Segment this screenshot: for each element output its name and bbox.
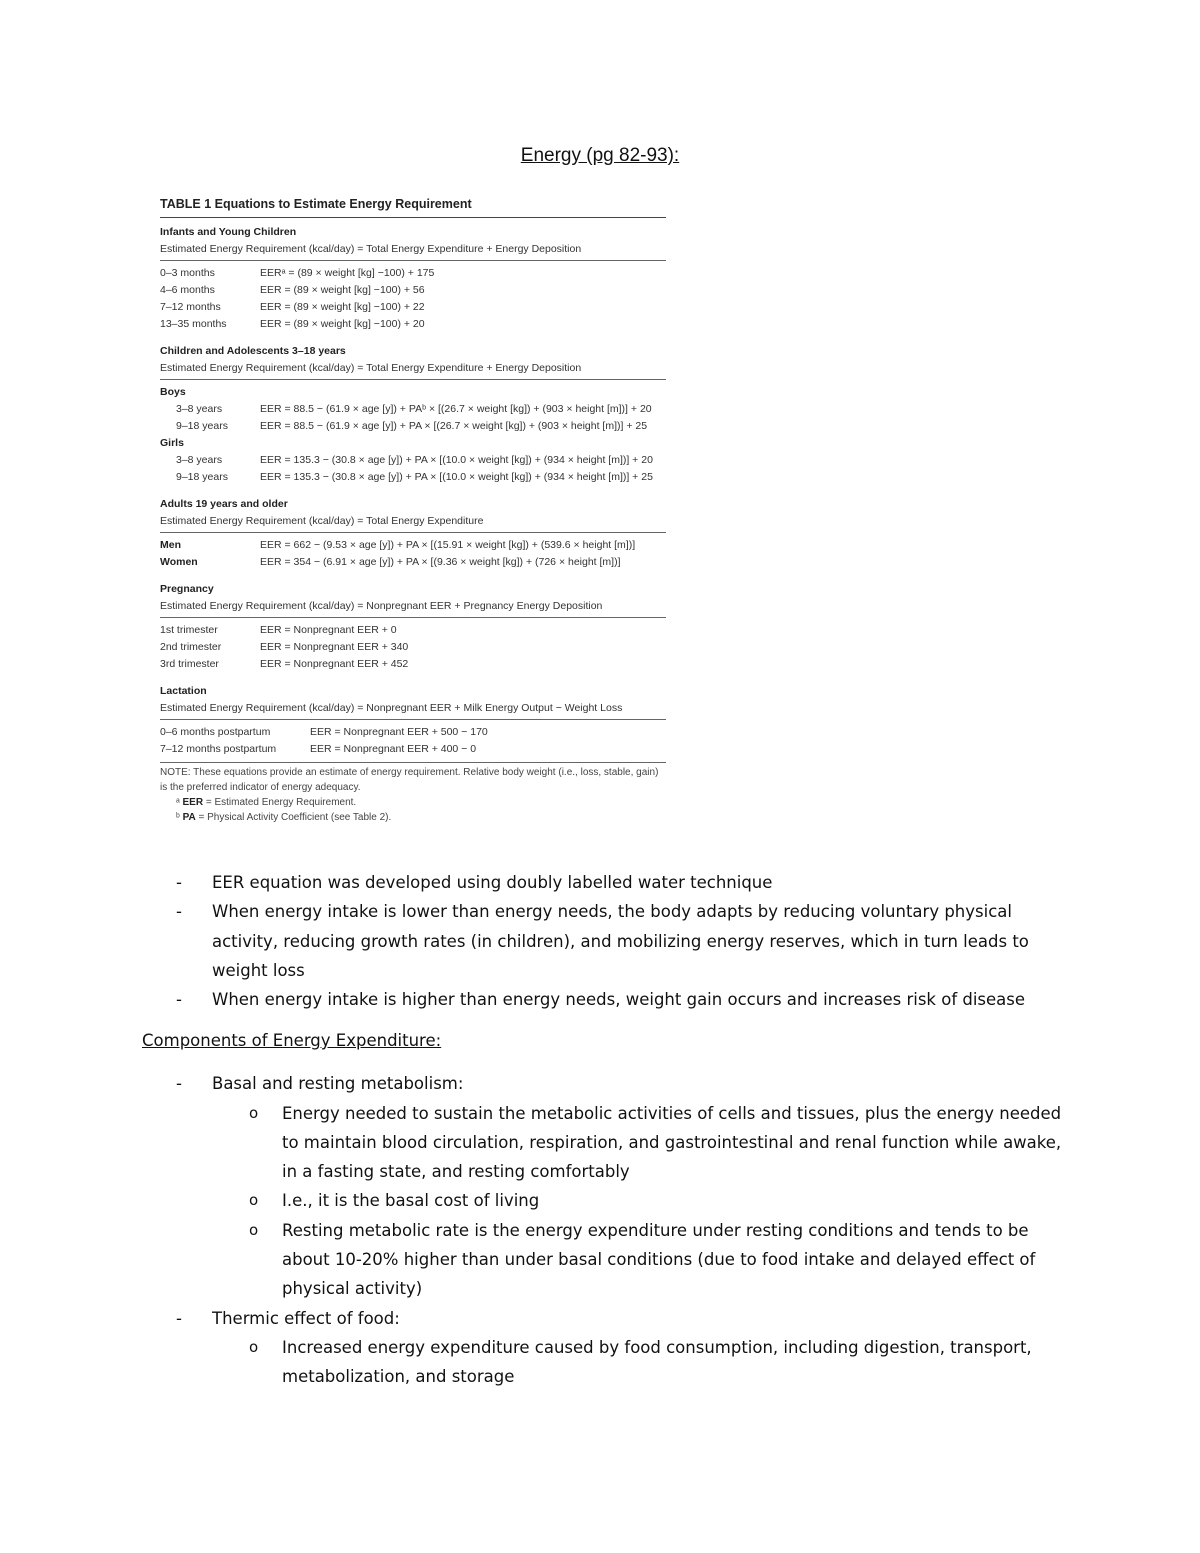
row-equation: EER = 662 − (9.53 × age [y]) + PA × [(15.91 × weight [kg]) + (539.6 × height [m])] (260, 539, 636, 551)
row-equation: EER = Nonpregnant EER + 0 (260, 624, 397, 636)
table-row (160, 265, 666, 282)
row-equation: EER = 88.5 − (61.9 × age [y]) + PAᵇ × [(26.7 × weight [kg]) + (903 × height [m])] + 20 (260, 403, 652, 415)
row-label: 3rd trimester (160, 658, 219, 670)
list-item: - EER equation was developed using doubly labelled water technique (142, 868, 1072, 897)
row-label: Women (160, 556, 198, 568)
component-label: Thermic effect of food: (212, 1308, 400, 1328)
sub-list-item: o Energy needed to sustain the metabolic activities of cells and tissues, plus the energy needed to maintain blood circulation, respiration, and gastrointestinal and renal function while awake, in a fasting state, and resting comfortably (212, 1099, 1072, 1187)
table-row (160, 418, 666, 435)
sub-list (142, 1099, 1072, 1304)
bullet-list (142, 868, 1072, 1014)
row-label: 2nd trimester (160, 641, 222, 653)
table-row (160, 469, 666, 486)
table-row (160, 282, 666, 299)
row-equation: EER = 135.3 − (30.8 × age [y]) + PA × [(10.0 × weight [kg]) + (934 × height [m])] + 20 (260, 454, 653, 466)
footnote-a: ᵃ EER = Estimated Energy Requirement. (176, 797, 357, 808)
row-equation: EER = Nonpregnant EER + 400 − 0 (310, 743, 477, 755)
group-title-girls: Girls (160, 437, 184, 449)
row-equation: EER = (89 × weight [kg] −100) + 20 (260, 318, 425, 330)
row-label: 9–18 years (176, 420, 228, 432)
table-section-pregnancy (160, 581, 666, 673)
row-equation: EER = 135.3 − (30.8 × age [y]) + PA × [(10.0 × weight [kg]) + (934 × height [m])] + 25 (260, 471, 653, 483)
row-label: 1st trimester (160, 624, 218, 636)
table-section-lactation (160, 683, 666, 758)
row-equation: EER = (89 × weight [kg] −100) + 56 (260, 284, 425, 296)
notes-top (142, 868, 1072, 1014)
section-title: Adults 19 years and older (160, 498, 288, 510)
section-title: Infants and Young Children (160, 226, 297, 238)
components-section (142, 1026, 1072, 1392)
list-item (142, 1069, 1072, 1303)
row-label: 0–3 months (160, 267, 215, 279)
section-formula: Estimated Energy Requirement (kcal/day) = Nonpregnant EER + Milk Energy Output − Weight Loss (160, 700, 666, 720)
table-note (160, 762, 666, 825)
table-caption: TABLE 1 Equations to Estimate Energy Requirement (160, 196, 666, 218)
row-label: 3–8 years (176, 403, 223, 415)
section-formula: Estimated Energy Requirement (kcal/day) = Nonpregnant EER + Pregnancy Energy Deposition (160, 598, 666, 618)
list-item (142, 1304, 1072, 1392)
section-heading: Components of Energy Expenditure: (142, 1031, 442, 1050)
row-label: 9–18 years (176, 471, 228, 483)
section-title: Lactation (160, 685, 207, 697)
table-row (160, 622, 666, 639)
table-row (160, 656, 666, 673)
row-label: 13–35 months (160, 318, 227, 330)
sub-list-item: o I.e., it is the basal cost of living (212, 1186, 1072, 1215)
page-title: Energy (pg 82-93): (520, 145, 680, 166)
table-row (160, 724, 666, 741)
sub-list-item: o Increased energy expenditure caused by food consumption, including digestion, transport, metabolization, and storage (212, 1333, 1072, 1392)
row-label: 3–8 years (176, 454, 223, 466)
row-equation: EER = Nonpregnant EER + 500 − 170 (310, 726, 488, 738)
component-label: Basal and resting metabolism: (212, 1074, 464, 1094)
row-label: 4–6 months (160, 284, 215, 296)
eer-table-figure (160, 196, 666, 825)
group-title-boys: Boys (160, 386, 186, 398)
components-list (142, 1069, 1072, 1391)
table-row (160, 537, 666, 554)
table-row (160, 401, 666, 418)
table-row (160, 316, 666, 333)
section-formula: Estimated Energy Requirement (kcal/day) = Total Energy Expenditure (160, 513, 666, 533)
table-section-adults (160, 496, 666, 571)
table-row (160, 639, 666, 656)
section-title: Pregnancy (160, 583, 214, 595)
row-label: 7–12 months (160, 301, 221, 313)
row-label: 0–6 months postpartum (160, 726, 271, 738)
sub-list (142, 1333, 1072, 1392)
section-formula: Estimated Energy Requirement (kcal/day) = Total Energy Expenditure + Energy Deposition (160, 241, 666, 261)
row-equation: EERᵃ = (89 × weight [kg] −100) + 175 (260, 267, 435, 279)
table-row (160, 554, 666, 571)
table-section-infants (160, 224, 666, 333)
table-row (160, 741, 666, 758)
footnote-b: ᵇ PA = Physical Activity Coefficient (see Table 2). (176, 812, 392, 823)
sub-list-item: o Resting metabolic rate is the energy expenditure under resting conditions and tends to be about 10-20% higher than under basal conditions (due to food intake and delayed effect of physical activity) (212, 1216, 1072, 1304)
table-row (160, 452, 666, 469)
list-item: - When energy intake is higher than energy needs, weight gain occurs and increases risk of disease (142, 985, 1072, 1014)
row-equation: EER = 88.5 − (61.9 × age [y]) + PA × [(26.7 × weight [kg]) + (903 × height [m])] + 25 (260, 420, 648, 432)
section-title: Children and Adolescents 3–18 years (160, 345, 346, 357)
section-formula: Estimated Energy Requirement (kcal/day) = Total Energy Expenditure + Energy Deposition (160, 360, 666, 380)
list-item: - When energy intake is lower than energy needs, the body adapts by reducing voluntary physical activity, reducing growth rates (in children), and mobilizing energy reserves, which in turn leads to weight loss (142, 897, 1072, 985)
row-equation: EER = Nonpregnant EER + 452 (260, 658, 409, 670)
row-equation: EER = Nonpregnant EER + 340 (260, 641, 409, 653)
row-equation: EER = (89 × weight [kg] −100) + 22 (260, 301, 425, 313)
table-row (160, 299, 666, 316)
row-label: 7–12 months postpartum (160, 743, 277, 755)
table-section-children (160, 343, 666, 486)
row-equation: EER = 354 − (6.91 × age [y]) + PA × [(9.36 × weight [kg]) + (726 × height [m])] (260, 556, 621, 568)
note-text: NOTE: These equations provide an estimate of energy requirement. Relative body weight (i.e., loss, stable, gain) is the preferred indicator of energy adequacy. (160, 767, 659, 793)
row-label: Men (160, 539, 181, 551)
